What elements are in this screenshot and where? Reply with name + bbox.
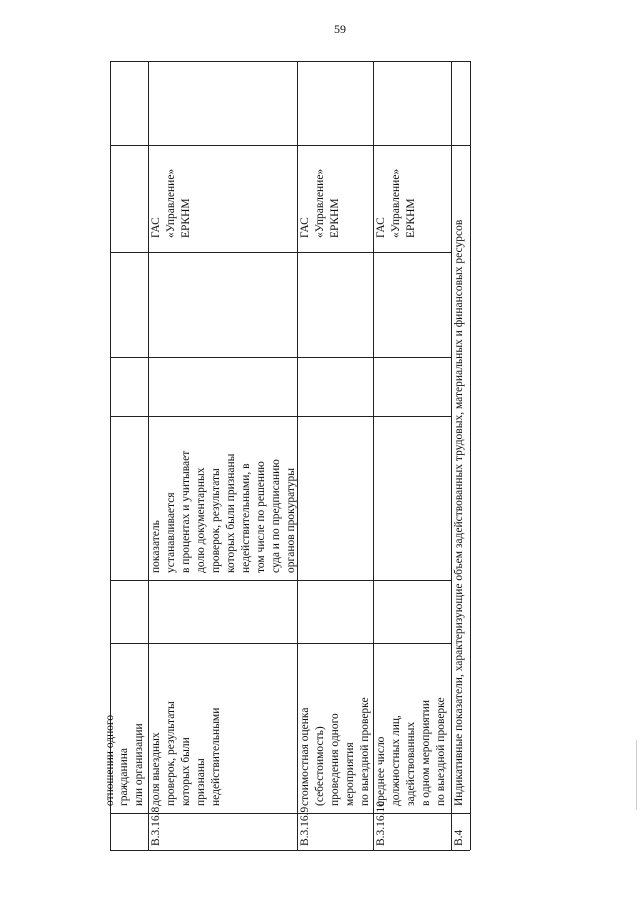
name-line: отношении одного — [104, 714, 116, 806]
row-divider — [451, 61, 452, 850]
col-divider — [110, 643, 451, 644]
name-line: или организации — [133, 723, 145, 806]
name-line: по выездной проверке — [435, 697, 447, 806]
system-line: ГАС — [375, 217, 387, 238]
page-number: 59 — [334, 22, 346, 36]
row-divider — [148, 61, 149, 850]
row-divider — [297, 61, 298, 850]
method-line: долю документарных — [195, 467, 207, 573]
method-line: показатель — [150, 520, 162, 573]
name-line: которых были — [180, 737, 192, 806]
name-line: в одном мероприятии — [420, 700, 432, 806]
col-divider — [110, 580, 451, 581]
system-line: ГАС — [150, 217, 162, 238]
system-line: ГАС — [299, 217, 311, 238]
indicator-code: B.3.16.10 — [375, 800, 387, 846]
table-border-right — [110, 61, 470, 62]
name-line: (себестоимость) — [314, 726, 326, 806]
name-line: проведения одного — [329, 713, 341, 806]
name-line: признаны — [195, 758, 207, 806]
system-line: «Управление» — [165, 168, 177, 238]
name-line: доля выездных — [150, 732, 162, 806]
method-line: которых были признаны — [225, 453, 237, 573]
indicator-code: B.4 — [453, 829, 465, 846]
row-divider — [373, 61, 374, 850]
method-line: в процентах и учитывает — [180, 450, 192, 573]
method-line: том числе по решению — [255, 461, 267, 573]
name-line: должностных лиц, — [390, 715, 402, 806]
section-heading: Индикативные показатели, характеризующие объем задействованных трудовых, материальных и финансовых ресурсов — [453, 219, 465, 806]
name-line: стоимостная оценка — [299, 707, 311, 806]
col-divider — [110, 252, 451, 253]
col-divider — [110, 416, 451, 417]
scan-edge-mark — [636, 740, 637, 810]
indicator-code: B.3.16.9 — [299, 806, 311, 846]
system-line: «Управление» — [314, 168, 326, 238]
method-line: суда и по предписанию — [270, 459, 282, 573]
method-line: проверок, результаты — [210, 468, 222, 573]
name-line: по выездной проверке — [359, 697, 371, 806]
name-line: гражданина — [118, 747, 130, 806]
system-line: ЕРКНМ — [405, 198, 417, 238]
method-line: органов прокуратуры — [285, 467, 297, 573]
system-line: «Управление» — [390, 168, 402, 238]
col-divider — [110, 145, 470, 146]
name-line: задействованных — [405, 721, 417, 806]
method-line: недействительными, в — [240, 463, 252, 573]
table-border-left — [110, 850, 470, 851]
col-divider — [110, 357, 451, 358]
system-line: ЕРКНМ — [329, 198, 341, 238]
name-line: мероприятия — [344, 742, 356, 806]
name-line: проверок, результаты — [165, 701, 177, 806]
system-line: ЕРКНМ — [180, 198, 192, 238]
name-line: недействительными — [210, 707, 222, 806]
row-divider — [470, 61, 471, 850]
method-line: устанавливается — [165, 492, 177, 573]
indicator-code: B.3.16.8 — [150, 806, 162, 846]
col-divider — [110, 813, 470, 814]
name-line: среднее число — [375, 736, 387, 806]
